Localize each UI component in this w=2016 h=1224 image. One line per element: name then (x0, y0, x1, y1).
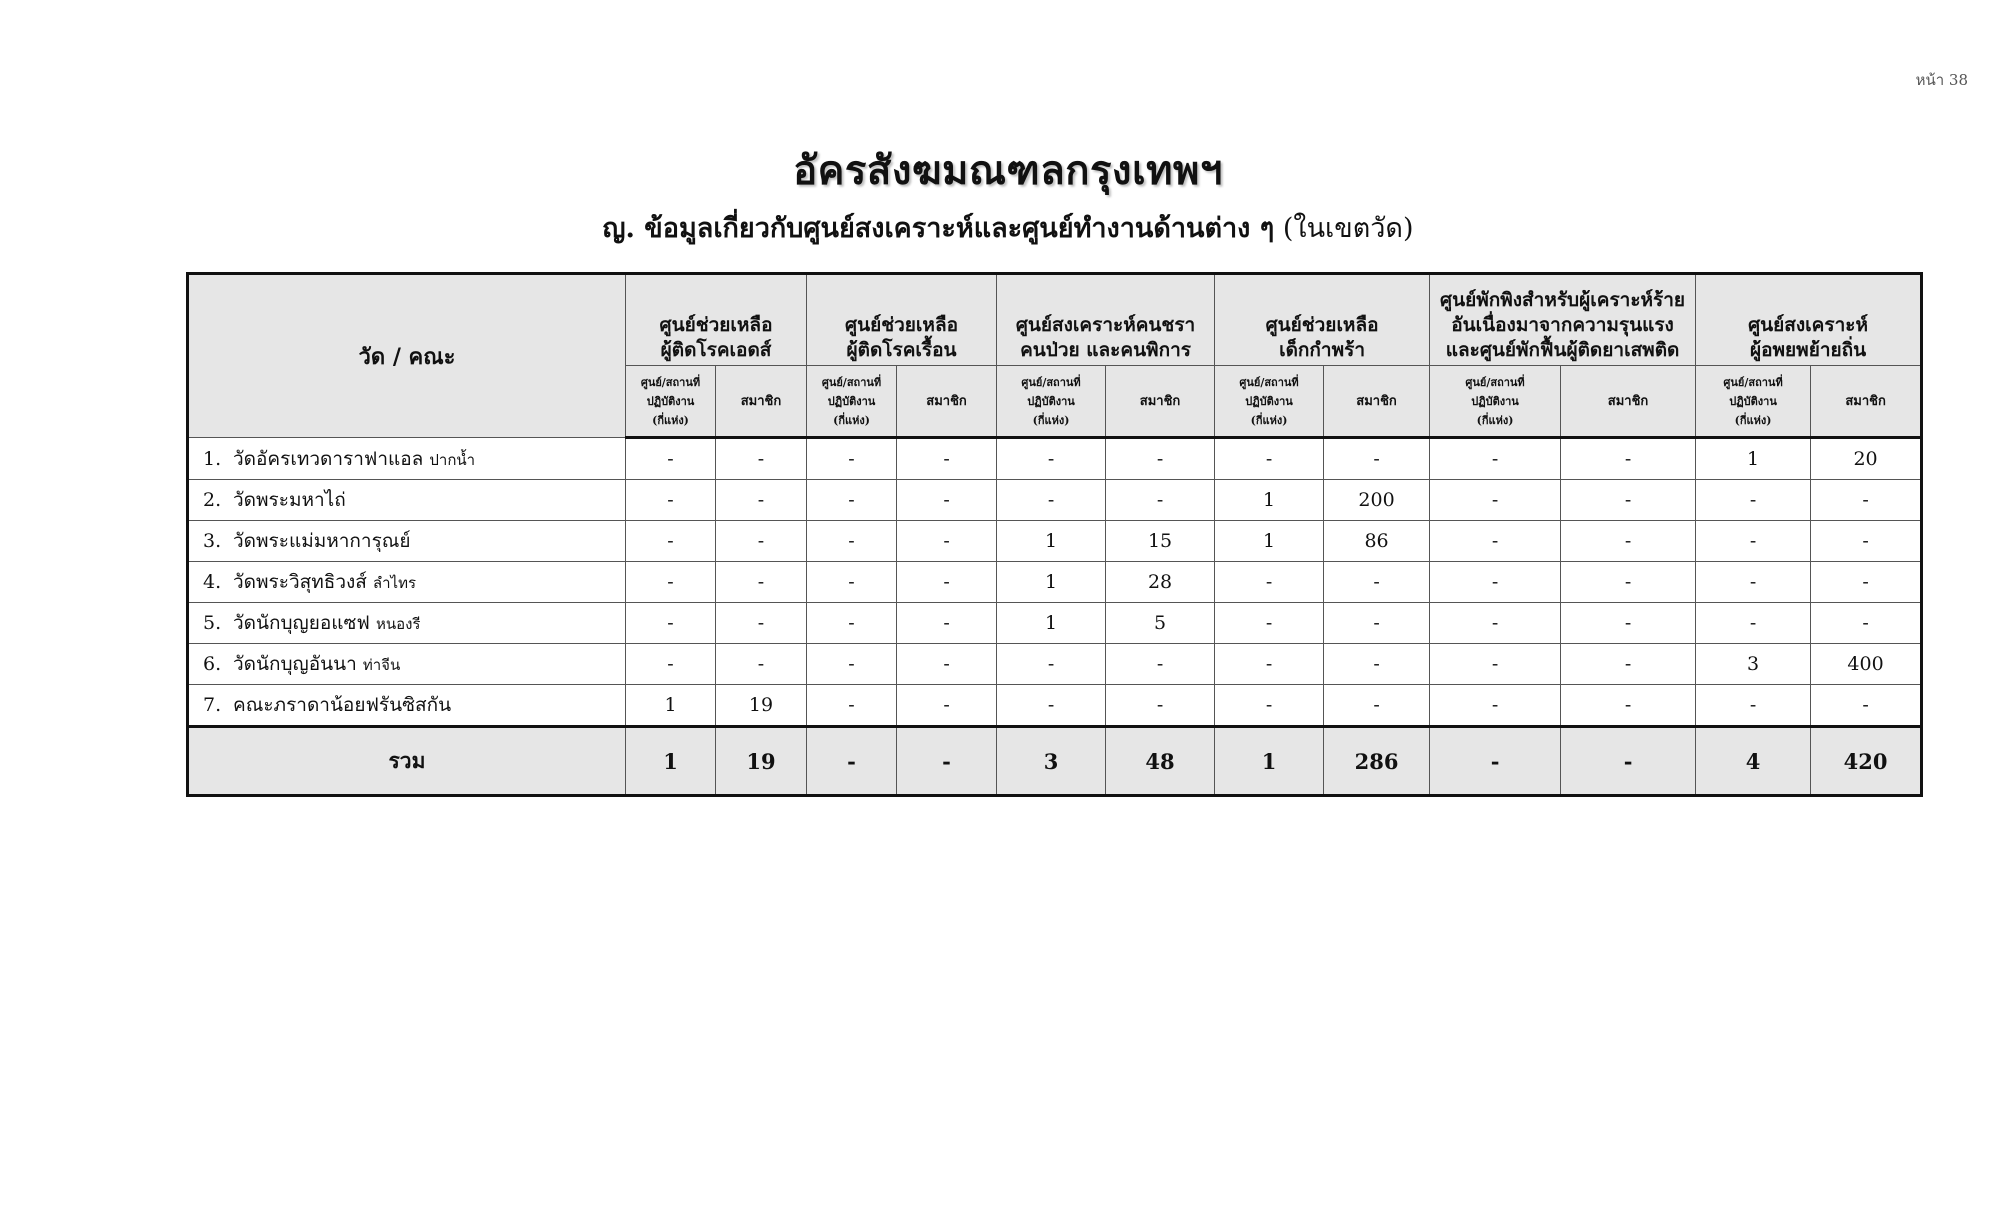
table-cell: 1 (997, 521, 1106, 562)
table-cell: - (897, 521, 997, 562)
subheader-members: สมาชิก (1106, 366, 1215, 438)
table-cell: 1 (626, 685, 716, 727)
table-cell: - (807, 521, 897, 562)
subheader-centers-line: ศูนย์/สถานที่ (1465, 375, 1525, 389)
table-cell: - (897, 562, 997, 603)
group-header-line1: ศูนย์ช่วยเหลือ (659, 314, 773, 336)
table-cell: - (997, 644, 1106, 685)
subheader-centers-line: ปฏิบัติงาน (827, 394, 876, 408)
subheader-centers-line: (กี่แห่ง) (1476, 413, 1514, 427)
table-cell: - (1324, 438, 1430, 480)
table-cell: - (626, 562, 716, 603)
table-cell: - (626, 438, 716, 480)
row-name-cell (188, 438, 626, 480)
subheader-centers-line: ศูนย์/สถานที่ (640, 375, 701, 389)
table-cell: - (626, 644, 716, 685)
table-cell: - (1430, 562, 1561, 603)
subheader-centers (997, 366, 1106, 438)
table-cell: - (807, 562, 897, 603)
table-cell: - (897, 603, 997, 644)
table-cell: - (997, 685, 1106, 727)
table-cell: - (1811, 562, 1922, 603)
group-header-leprosy (807, 274, 997, 366)
row-name-cell (188, 685, 626, 727)
table-cell: - (1811, 603, 1922, 644)
table-cell: - (1106, 480, 1215, 521)
total-cell: - (1561, 727, 1696, 796)
table-cell: - (1561, 438, 1696, 480)
table-cell: - (716, 438, 807, 480)
group-header-line3: และศูนย์พักฟื้นผู้ติดยาเสพติด (1445, 339, 1680, 361)
total-row (188, 727, 1922, 796)
table-cell: - (1215, 644, 1324, 685)
table-cell: - (716, 644, 807, 685)
subheader-centers (1430, 366, 1561, 438)
group-header-migrants (1696, 274, 1922, 366)
group-header-line1: ศูนย์พักพิงสำหรับผู้เคราะห์ร้าย (1440, 289, 1686, 311)
subtitle-main: ญ. ข้อมูลเกี่ยวกับศูนย์สงเคราะห์และศูนย์ทำงานด้านต่าง ๆ (602, 213, 1275, 244)
table-cell: - (1324, 562, 1430, 603)
table-cell: 3 (1696, 644, 1811, 685)
subheader-centers-line: ศูนย์/สถานที่ (1021, 375, 1081, 389)
table-cell: - (1561, 562, 1696, 603)
table-cell: - (1561, 685, 1696, 727)
total-cell: 286 (1324, 727, 1430, 796)
total-cell: - (897, 727, 997, 796)
table-cell: - (807, 685, 897, 727)
row-location: ลำไทร (372, 574, 417, 592)
total-cell: 1 (626, 727, 716, 796)
total-label: รวม (188, 727, 626, 796)
table-row (188, 685, 1922, 727)
table-cell: 1 (997, 603, 1106, 644)
row-number: 1. (203, 447, 222, 470)
group-header-line2: เด็กกำพร้า (1279, 339, 1365, 361)
table-cell: 1 (1215, 480, 1324, 521)
subheader-centers-line: ปฏิบัติงาน (646, 394, 695, 408)
row-name-cell (188, 644, 626, 685)
total-cell: 420 (1811, 727, 1922, 796)
centers-table (186, 272, 1923, 797)
table-cell: - (1430, 603, 1561, 644)
row-number: 7. (203, 694, 222, 716)
table-cell: - (1561, 644, 1696, 685)
row-location: หนองรี (375, 615, 421, 633)
group-header-line1: ศูนย์สงเคราะห์ (1748, 314, 1868, 336)
table-cell: - (716, 521, 807, 562)
table-cell: - (1106, 438, 1215, 480)
table-cell: 20 (1811, 438, 1922, 480)
page-title: อัครสังฆมณฑลกรุงเทพฯ (793, 147, 1223, 194)
total-cell: 48 (1106, 727, 1215, 796)
subheader-centers-line: ศูนย์/สถานที่ (1239, 375, 1299, 389)
table-cell: - (1430, 685, 1561, 727)
group-header-line1: ศูนย์ช่วยเหลือ (845, 314, 958, 336)
subheader-centers (1696, 366, 1811, 438)
table-cell: - (1811, 480, 1922, 521)
table-cell: - (1106, 644, 1215, 685)
subheader-members: สมาชิก (1324, 366, 1430, 438)
row-name-cell (188, 480, 626, 521)
table-row (188, 480, 1922, 521)
table-cell: 200 (1324, 480, 1430, 521)
table-cell: 1 (1696, 438, 1811, 480)
page-number: หน้า 38 (1915, 71, 1968, 89)
table-cell: - (1324, 644, 1430, 685)
table-cell: 1 (997, 562, 1106, 603)
table-cell: - (807, 603, 897, 644)
table-cell: 28 (1106, 562, 1215, 603)
row-number: 4. (203, 571, 222, 593)
subheader-centers-line: ปฏิบัติงาน (1471, 394, 1519, 408)
row-name: วัดอัครเทวดาราฟาแอล (233, 447, 424, 470)
table-cell: - (1430, 521, 1561, 562)
subheader-centers (1215, 366, 1324, 438)
subheader-centers-line: (กี่แห่ง) (833, 413, 870, 427)
table-cell: - (1215, 438, 1324, 480)
table-cell: - (1324, 603, 1430, 644)
group-header-orphans (1215, 274, 1430, 366)
group-header-shelter (1430, 274, 1696, 366)
group-header-line2: คนป่วย และคนพิการ (1020, 339, 1191, 361)
subheader-centers-line: ศูนย์/สถานที่ (1723, 375, 1783, 389)
subheader-members: สมาชิก (1811, 366, 1922, 438)
row-number: 2. (203, 489, 222, 511)
subheader-centers-line: (กี่แห่ง) (1032, 413, 1070, 427)
table-cell: - (626, 521, 716, 562)
subheader-centers-line: ปฏิบัติงาน (1245, 394, 1293, 408)
table-cell: - (1561, 603, 1696, 644)
table-cell: - (1811, 685, 1922, 727)
table-cell: - (1696, 480, 1811, 521)
group-header-line2: ผู้ติดโรคเรื้อน (846, 339, 957, 361)
table-cell: 15 (1106, 521, 1215, 562)
row-name: วัดนักบุญยอแซฟ (233, 612, 370, 634)
table-row (188, 603, 1922, 644)
row-name: วัดพระวิสุทธิวงส์ (233, 571, 367, 593)
row-name-cell (188, 562, 626, 603)
row-location: ปากน้ำ (429, 450, 476, 469)
table-cell: - (716, 603, 807, 644)
subheader-centers (807, 366, 897, 438)
table-cell: - (807, 644, 897, 685)
group-header-line2: ผู้อพยพย้ายถิ่น (1749, 339, 1867, 361)
total-cell: 4 (1696, 727, 1811, 796)
subheader-centers-line: (กี่แห่ง) (1734, 413, 1772, 427)
name-column-header: วัด / คณะ (188, 274, 626, 438)
subheader-members: สมาชิก (1561, 366, 1696, 438)
table-cell: 5 (1106, 603, 1215, 644)
table-row (188, 644, 1922, 685)
group-header-line1: ศูนย์ช่วยเหลือ (1265, 314, 1379, 336)
subheader-members: สมาชิก (897, 366, 997, 438)
table-cell: - (1430, 438, 1561, 480)
table-cell: 1 (1215, 521, 1324, 562)
table-cell: - (1561, 521, 1696, 562)
table-row (188, 521, 1922, 562)
table-cell: - (1430, 480, 1561, 521)
total-cell: 3 (997, 727, 1106, 796)
table-cell: - (1215, 562, 1324, 603)
table-cell: - (1561, 480, 1696, 521)
row-name: วัดพระแม่มหาการุณย์ (233, 530, 411, 552)
table-cell: 400 (1811, 644, 1922, 685)
row-location: ท่าจีน (362, 656, 401, 674)
table-cell: - (897, 438, 997, 480)
table-cell: - (716, 480, 807, 521)
table-row (188, 438, 1922, 480)
table-row (188, 562, 1922, 603)
table-cell: - (1696, 685, 1811, 727)
table-cell: - (1811, 521, 1922, 562)
group-header-line1: ศูนย์สงเคราะห์คนชรา (1015, 314, 1196, 336)
row-number: 3. (203, 530, 222, 552)
page-subtitle (0, 206, 2016, 249)
table-cell: - (1696, 562, 1811, 603)
subtitle-note: (ในเขตวัด) (1282, 213, 1414, 244)
table-cell: - (897, 480, 997, 521)
table-cell: 86 (1324, 521, 1430, 562)
table-cell: - (1696, 521, 1811, 562)
table-cell: - (1324, 685, 1430, 727)
table-cell: - (1215, 603, 1324, 644)
table-cell: 19 (716, 685, 807, 727)
row-name-cell (188, 521, 626, 562)
subheader-centers-line: ปฏิบัติงาน (1729, 394, 1777, 408)
subheader-centers-line: (กี่แห่ง) (1250, 413, 1288, 427)
table-cell: - (1215, 685, 1324, 727)
table-cell: - (897, 644, 997, 685)
subheader-centers-line: ศูนย์/สถานที่ (821, 375, 882, 389)
table-cell: - (1430, 644, 1561, 685)
row-number: 5. (203, 612, 222, 634)
group-header-line2: อันเนื่องมาจากความรุนแรง (1451, 314, 1674, 336)
table-cell: - (716, 562, 807, 603)
table-cell: - (807, 438, 897, 480)
table-cell: - (997, 480, 1106, 521)
table-cell: - (1106, 685, 1215, 727)
total-cell: 19 (716, 727, 807, 796)
total-cell: - (1430, 727, 1561, 796)
table-cell: - (626, 603, 716, 644)
group-header-line2: ผู้ติดโรคเอดส์ (660, 339, 772, 361)
table-cell: - (1696, 603, 1811, 644)
total-cell: 1 (1215, 727, 1324, 796)
table-cell: - (897, 685, 997, 727)
row-number: 6. (203, 653, 222, 675)
subheader-centers (626, 366, 716, 438)
table-cell: - (626, 480, 716, 521)
subheader-centers-line: (กี่แห่ง) (652, 413, 689, 427)
total-cell: - (807, 727, 897, 796)
group-header-elderly (997, 274, 1215, 366)
table-cell: - (997, 438, 1106, 480)
row-name-cell (188, 603, 626, 644)
table-cell: - (807, 480, 897, 521)
group-header-aids (626, 274, 807, 366)
row-name: คณะภราดาน้อยฟรันซิสกัน (233, 694, 452, 716)
subheader-members: สมาชิก (716, 366, 807, 438)
row-name: วัดพระมหาไถ่ (233, 489, 346, 511)
subheader-centers-line: ปฏิบัติงาน (1027, 394, 1075, 408)
row-name: วัดนักบุญอันนา (233, 653, 357, 675)
